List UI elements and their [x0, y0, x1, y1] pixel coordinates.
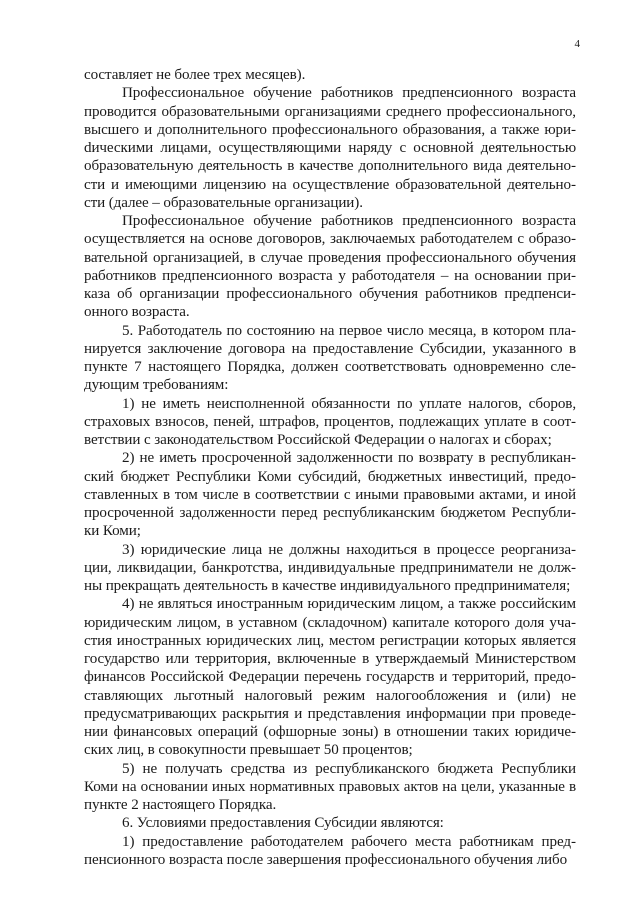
paragraph-continuation: составляет не более трех месяцев). [84, 67, 306, 83]
requirement-3: 3) юридические лица не должны находиться в процессе реорганизации, ликвидации, банкротства, индивидуальные предприниматели не должны прекращать деятельность в качестве индивидуального предпринимателя; [84, 541, 576, 594]
requirement-4: 4) не являться иностранным юридическим лицом, а также российским юридическим лицом, в уставном (складочном) капитале которого доля участия иностранных юридических лиц, местом регистрации которых является государство или территория, включенные в утверждаемый Министерством финансов Российской Федерации перечень государств и территорий, предоставляющих льготный налоговый режим налогообложения и (или) не предусматривающих раскрытия и представления информации при проведении финансовых операций (офшорные зоны) в отношении таких юридических лиц, в совокупности превышает 50 процентов; [84, 596, 576, 759]
paragraph-training-organizations: Профессиональное обучение работников предпенсионного возраста проводится образовательными организациями среднего профессионального, высшего и дополнительного профессионального образования, а также юриdическими лицами, осуществляющими наряду с основной деятельностью образовательную деятельность в качестве дополнительного вида деятельности и имеющими лицензию на осуществление образовательной деятельности (далее – образовательные организации). [84, 85, 576, 211]
paragraph-item-5: 5. Работодатель по состоянию на первое число месяца, в котором планируется заключение договора на предоставление Субсидии, указанного в пункте 7 настоящего Порядка, должен соответствовать одновременно следующим требованиям: [84, 322, 576, 394]
page-number: 4 [574, 38, 580, 50]
paragraph-item-6: 6. Условиями предоставления Субсидии являются: [122, 815, 444, 832]
paragraph-training-basis: Профессиональное обучение работников предпенсионного возраста осуществляется на основе договоров, заключаемых работодателем с образовательной организацией, в случае проведения профессионального обучения работников предпенсионного возраста у работодателя – на основании приказа об организации профессионального обучения работников предпенсионного возраста. [84, 213, 576, 321]
requirement-1: 1) не иметь неисполненной обязанности по уплате налогов, сборов, страховых взносов, пеней, штрафов, процентов, подлежащих уплате в соответствии с законодательством Российской Федерации о налогах и сборах; [84, 395, 576, 448]
condition-1: 1) предоставление работодателем рабочего места работникам предпенсионного возраста после завершения профессионального обучения либо [84, 833, 576, 868]
requirement-5: 5) не получать средства из республиканского бюджета Республики Коми на основании иных нормативных правовых актов на цели, указанные в пункте 2 настоящего Порядка. [84, 760, 576, 813]
requirement-2: 2) не иметь просроченной задолженности по возврату в республиканский бюджет Республики Коми субсидий, бюджетных инвестиций, предоставленных в том числе в соответствии с иными правовыми актами, и иной просроченной задолженности перед республиканским бюджетом Республики Коми; [84, 450, 576, 540]
document-body [84, 66, 576, 869]
